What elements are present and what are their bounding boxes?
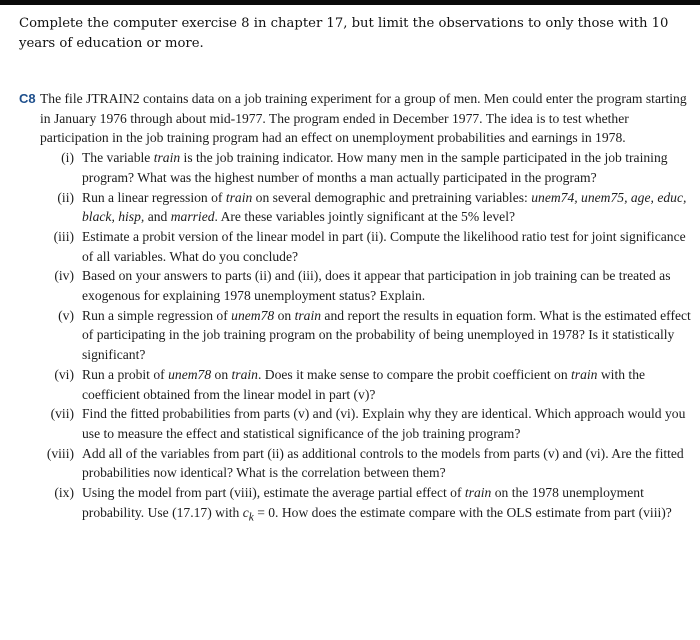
exercise-part [19,188,691,227]
part-text [82,406,685,441]
part-label: (ii) [57,189,74,205]
text-segment: Add all of the variables from part (ii) as additional controls to the models from parts (v) and (vi). Are the fitted probabilities now identical? What is the correlation between them? [82,445,684,481]
part-text [82,367,645,402]
text-segment: and report the results in equation form. What is the estimated effect of participating in the job training program on the probability of being unemployed in 1978? Is it statistically significant? [82,307,691,363]
text-segment: on [211,366,232,382]
intro-paragraph: Complete the computer exercise 8 in chapter 17, but limit the observations to only those with 10 years of education or more. [19,16,669,51]
text-segment: on several demographic and pretraining variables: [252,189,532,205]
variable-name: unem78 [168,366,212,382]
text-segment: . Does it make sense to compare the probit coefficient on [257,366,572,382]
variable-name: married [170,209,215,225]
part-label: (vi) [54,366,74,382]
exercise-description: The file JTRAIN2 contains data on a job training experiment for a group of men. Men could enter the program starting in January 1976 through about mid-1977. The program ended in December 1977. The idea is to test whether participation in the job training program had an effect on unemployment probabilities and earnings in 1978. [40,91,687,146]
text-segment: on [274,307,295,323]
exercise-c8 [19,89,691,528]
text-segment: Using the model from part (viii), estimate the average partial effect of [82,485,465,501]
exercise-number: C8 [19,91,36,106]
part-text [82,485,672,524]
text-segment: is the job training indicator. How many men in the sample participated in the job training program? What was the highest number of months a man actually participated in the program? [82,150,668,185]
variable-name: train [464,485,492,501]
exercise-parts-list [19,148,691,528]
variable-name: train [571,366,598,382]
exercise-part [19,483,691,528]
variable-name: train [231,366,258,382]
variable-name: k [248,511,254,524]
text-segment: with the coefficient obtained from the linear model in part (v)? [82,366,646,402]
part-text [82,150,668,185]
text-segment: Find the fitted probabilities from parts (v) and (vi). Explain why they are identical. Which approach would you use to measure the effect and statistical significance of the job training program? [82,406,686,441]
part-label: (v) [58,307,74,323]
variable-name: train [225,189,253,205]
text-segment: on the 1978 unemployment probability. Use (17.17) with [82,485,644,520]
variable-name: c [242,504,249,520]
part-label: (ix) [54,485,74,501]
part-label: (vii) [50,406,74,422]
top-border [0,0,700,5]
exercise-part [19,266,691,305]
exercise-part [19,365,691,404]
variable-name: train [294,307,322,323]
exercise-header [19,89,691,148]
exercise-part [19,227,691,266]
text-segment: = 0. How does the estimate compare with the OLS estimate from part (viii)? [253,504,672,520]
part-label: (iii) [53,228,74,244]
part-text [82,190,686,225]
part-label: (iv) [54,268,74,284]
part-text [82,229,686,264]
exercise-part [19,148,691,187]
variable-name: unem78 [231,307,275,323]
text-segment: Based on your answers to parts (ii) and (iii), does it appear that participation in job training can be treated as exogenous for explaining 1978 unemployment status? Explain. [82,268,671,304]
part-text [82,446,684,481]
text-segment: and [144,209,171,225]
part-label: (viii) [46,445,74,461]
variable-name: unem74, unem75, age, educ, black, hisp, [82,189,687,225]
part-label: (i) [61,150,74,166]
exercise-part [19,404,691,443]
part-text [82,308,691,362]
exercise-part [19,306,691,365]
variable-name: train [153,150,181,166]
text-segment: Run a linear regression of [82,189,226,205]
part-text [82,268,671,303]
text-segment: . Are these variables jointly significant at the 5% level? [214,209,516,225]
text-segment: Run a simple regression of [82,307,232,323]
text-segment: Run a probit of [82,366,169,382]
text-segment: Estimate a probit version of the linear model in part (ii). Compute the likelihood ratio test for joint significance of all variables. What do you conclude? [82,228,686,264]
exercise-part [19,444,691,483]
text-segment: The variable [82,150,154,166]
